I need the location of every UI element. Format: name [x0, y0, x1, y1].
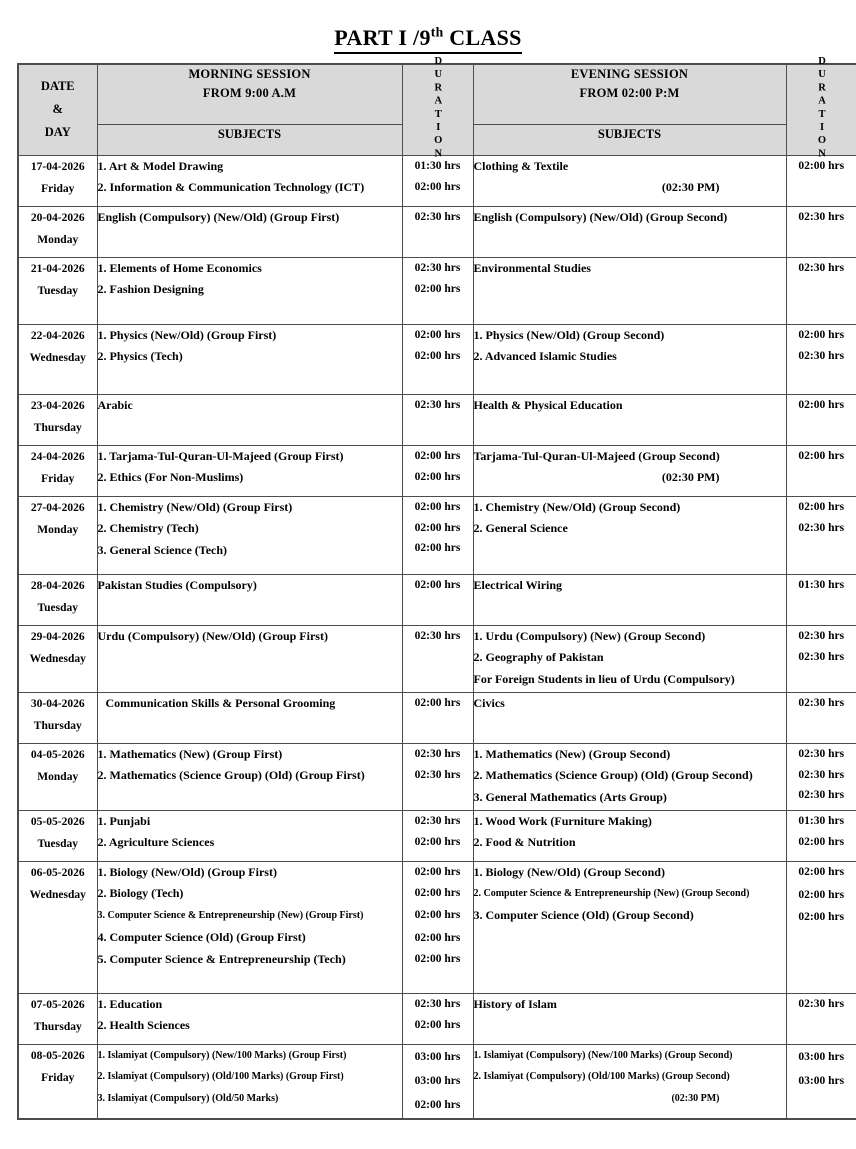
table-row	[18, 1044, 856, 1119]
duration-value: 02:30 hrs	[414, 261, 461, 274]
row-date: 07-05-2026	[30, 998, 85, 1011]
cell-morning-duration	[402, 206, 473, 257]
page-title-container	[0, 0, 856, 63]
cell-morning-duration	[402, 394, 473, 445]
duration-value: 02:00 hrs	[798, 865, 845, 878]
cell-evening-duration	[786, 445, 856, 496]
table-row	[18, 574, 856, 625]
duration-value: 02:00 hrs	[414, 349, 461, 362]
subject-line: Pakistan Studies (Compulsory)	[97, 577, 257, 592]
subject-line: 2. Agriculture Sciences	[97, 835, 215, 850]
duration-value: 01:30 hrs	[798, 578, 845, 591]
header-duration-left	[402, 55, 473, 162]
table-row	[18, 496, 856, 574]
cell-evening-subjects	[473, 155, 786, 206]
duration-value: 02:00 hrs	[414, 835, 461, 848]
duration-value: 02:30 hrs	[414, 747, 461, 760]
cell-date-day	[18, 445, 97, 496]
cell-evening-duration	[786, 206, 856, 257]
cell-evening-subjects	[473, 257, 786, 324]
subject-line: 1. Wood Work (Furniture Making)	[473, 813, 652, 828]
cell-morning-duration	[402, 625, 473, 692]
duration-value: 02:00 hrs	[798, 835, 845, 848]
duration-value: 02:30 hrs	[798, 747, 845, 760]
cell-morning-duration	[402, 1044, 473, 1119]
subject-line: 2. Computer Science & Entrepreneurship (New) (Group Second)	[473, 888, 750, 900]
duration-value: 02:00 hrs	[798, 328, 845, 341]
row-date: 05-05-2026	[30, 815, 85, 828]
cell-morning-duration	[402, 324, 473, 394]
header-evening-session-title: EVENING SESSION	[570, 66, 689, 81]
duration-value: 02:30 hrs	[414, 814, 461, 827]
subject-line: Health & Physical Education	[473, 397, 623, 412]
table-row	[18, 206, 856, 257]
cell-morning-duration	[402, 496, 473, 574]
cell-morning-subjects	[97, 861, 402, 993]
table-row	[18, 324, 856, 394]
subject-line: (02:30 PM)	[671, 1093, 720, 1105]
subject-line: 1. Chemistry (New/Old) (Group Second)	[473, 499, 681, 514]
cell-morning-subjects	[97, 324, 402, 394]
subject-line: 1. Biology (New/Old) (Group Second)	[473, 864, 665, 879]
subject-line: 1. Tarjama-Tul-Quran-Ul-Majeed (Group First)	[97, 448, 344, 463]
table-row	[18, 445, 856, 496]
row-date: 28-04-2026	[30, 579, 85, 592]
duration-value: 03:00 hrs	[798, 1075, 845, 1087]
page-title-superscript: th	[430, 24, 444, 40]
cell-date-day	[18, 861, 97, 993]
cell-morning-subjects	[97, 206, 402, 257]
duration-value: 02:30 hrs	[798, 650, 845, 663]
duration-value: 02:00 hrs	[414, 578, 461, 591]
subject-line: 4. Computer Science (Old) (Group First)	[97, 930, 306, 945]
subject-line: 1. Art & Model Drawing	[97, 158, 224, 173]
subject-line: Communication Skills & Personal Grooming	[105, 695, 336, 710]
duration-value: 02:00 hrs	[798, 449, 845, 462]
duration-value: 02:00 hrs	[798, 500, 845, 513]
cell-evening-duration	[786, 394, 856, 445]
cell-morning-subjects	[97, 1044, 402, 1119]
cell-evening-duration	[786, 496, 856, 574]
subject-line: 1. Education	[97, 996, 163, 1011]
cell-evening-duration	[786, 257, 856, 324]
duration-value: 02:00 hrs	[414, 180, 461, 193]
subject-line: 2. Fashion Designing	[97, 282, 204, 297]
subject-line: 3. Computer Science (Old) (Group Second)	[473, 908, 694, 923]
cell-date-day	[18, 993, 97, 1044]
subject-line: Clothing & Textile	[473, 158, 569, 173]
cell-morning-subjects	[97, 993, 402, 1044]
cell-evening-subjects	[473, 692, 786, 743]
duration-value: 02:30 hrs	[798, 629, 845, 642]
header-evening-subjects: SUBJECTS	[473, 124, 786, 155]
cell-date-day	[18, 743, 97, 810]
table-row	[18, 861, 856, 993]
cell-morning-duration	[402, 445, 473, 496]
subject-line: 3. General Mathematics (Arts Group)	[473, 790, 667, 805]
cell-morning-duration	[402, 692, 473, 743]
header-date-day	[18, 64, 97, 156]
cell-morning-subjects	[97, 257, 402, 324]
cell-evening-duration	[786, 155, 856, 206]
subject-line: English (Compulsory) (New/Old) (Group First)	[97, 209, 340, 224]
table-row	[18, 394, 856, 445]
row-day: Thursday	[33, 422, 82, 435]
duration-value: 02:30 hrs	[798, 696, 845, 709]
duration-value: 02:00 hrs	[414, 470, 461, 483]
row-day: Wednesday	[29, 653, 86, 666]
cell-morning-duration	[402, 257, 473, 324]
row-day: Tuesday	[37, 602, 78, 615]
cell-date-day	[18, 206, 97, 257]
cell-date-day	[18, 394, 97, 445]
header-evening-session-time: FROM 02:00 P:M	[579, 86, 680, 100]
cell-morning-duration	[402, 743, 473, 810]
subject-line: (02:30 PM)	[661, 470, 720, 485]
duration-value	[787, 177, 856, 198]
timetable	[17, 55, 856, 1120]
duration-value: 02:00 hrs	[798, 398, 845, 411]
header-date-line3: DAY	[44, 124, 71, 139]
cell-evening-subjects	[473, 993, 786, 1044]
table-row	[18, 993, 856, 1044]
row-date: 27-04-2026	[30, 501, 85, 514]
row-day: Thursday	[33, 720, 82, 733]
duration-value: 02:00 hrs	[414, 952, 461, 965]
subject-line: 2. Mathematics (Science Group) (Old) (Group First)	[97, 768, 365, 783]
row-date: 08-05-2026	[30, 1049, 85, 1062]
duration-value: 03:00 hrs	[414, 1050, 461, 1063]
subject-line: (02:30 PM)	[661, 180, 720, 195]
cell-morning-subjects	[97, 692, 402, 743]
subject-line: 2. Health Sciences	[97, 1018, 190, 1033]
cell-date-day	[18, 496, 97, 574]
row-date: 04-05-2026	[30, 748, 85, 761]
subject-line: Urdu (Compulsory) (New/Old) (Group First)	[97, 628, 328, 643]
cell-morning-subjects	[97, 496, 402, 574]
header-date-line2: &	[52, 101, 63, 116]
cell-date-day	[18, 155, 97, 206]
header-date-line1: DATE	[40, 78, 75, 93]
subject-line: 1. Biology (New/Old) (Group First)	[97, 864, 277, 879]
duration-value: 02:00 hrs	[414, 1099, 461, 1112]
cell-evening-duration	[786, 810, 856, 861]
cell-evening-duration	[786, 993, 856, 1044]
row-date: 17-04-2026	[30, 160, 85, 173]
duration-value: 02:00 hrs	[798, 159, 845, 172]
subject-line: 1. Physics (New/Old) (Group First)	[97, 327, 277, 342]
row-date: 06-05-2026	[30, 866, 85, 879]
subject-line: 3. Islamiyat (Compulsory) (Old/50 Marks)	[97, 1093, 279, 1105]
cell-date-day	[18, 625, 97, 692]
cell-evening-duration	[786, 324, 856, 394]
duration-value: 02:00 hrs	[414, 328, 461, 341]
duration-value: 01:30 hrs	[414, 159, 461, 172]
duration-value: 02:30 hrs	[414, 629, 461, 642]
cell-morning-subjects	[97, 810, 402, 861]
cell-evening-subjects	[473, 574, 786, 625]
duration-value: 02:30 hrs	[414, 768, 461, 781]
subject-line: English (Compulsory) (New/Old) (Group Second)	[473, 209, 728, 224]
duration-value: 02:30 hrs	[798, 789, 845, 802]
row-date: 20-04-2026	[30, 211, 85, 224]
subject-line: 2. Physics (Tech)	[97, 349, 183, 364]
duration-value: 02:00 hrs	[414, 282, 461, 295]
duration-value: 02:30 hrs	[798, 768, 845, 781]
row-date: 22-04-2026	[30, 329, 85, 342]
header-duration-right-wrap	[787, 55, 856, 162]
row-day: Wednesday	[29, 889, 86, 902]
table-row	[18, 743, 856, 810]
subject-line: 1. Mathematics (New) (Group Second)	[473, 746, 671, 761]
duration-value: 02:30 hrs	[414, 210, 461, 223]
subject-line: 2. Food & Nutrition	[473, 835, 576, 850]
duration-value: 02:00 hrs	[414, 500, 461, 513]
cell-morning-duration	[402, 155, 473, 206]
row-day: Monday	[37, 771, 79, 784]
header-duration-right-label: DURATION	[816, 55, 828, 162]
table-header	[18, 55, 856, 162]
duration-value	[787, 467, 856, 488]
subject-line: 2. Geography of Pakistan	[473, 650, 604, 665]
row-day: Thursday	[33, 1021, 82, 1034]
duration-value: 02:30 hrs	[414, 997, 461, 1010]
cell-date-day	[18, 574, 97, 625]
header-duration-left-wrap	[403, 55, 473, 162]
subject-line: History of Islam	[473, 996, 557, 1011]
cell-morning-subjects	[97, 743, 402, 810]
subject-line: Civics	[473, 695, 505, 710]
duration-value: 02:00 hrs	[414, 886, 461, 899]
cell-evening-duration	[786, 861, 856, 993]
duration-value: 02:00 hrs	[414, 449, 461, 462]
row-day: Friday	[41, 473, 75, 486]
subject-line: 2. Biology (Tech)	[97, 886, 184, 901]
page-title-tail: CLASS	[443, 25, 522, 50]
row-day: Tuesday	[37, 838, 78, 851]
subject-line: Arabic	[97, 397, 133, 412]
row-day: Monday	[37, 234, 79, 247]
table-row	[18, 625, 856, 692]
duration-value: 02:00 hrs	[414, 542, 461, 555]
cell-date-day	[18, 324, 97, 394]
duration-value: 02:30 hrs	[798, 997, 845, 1010]
header-morning-session	[97, 64, 402, 125]
subject-line: 2. Advanced Islamic Studies	[473, 349, 617, 364]
cell-morning-duration	[402, 810, 473, 861]
cell-evening-subjects	[473, 810, 786, 861]
cell-evening-subjects	[473, 861, 786, 993]
cell-morning-subjects	[97, 394, 402, 445]
cell-date-day	[18, 810, 97, 861]
cell-evening-subjects	[473, 625, 786, 692]
cell-morning-duration	[402, 861, 473, 993]
subject-line: 2. Chemistry (Tech)	[97, 521, 199, 536]
cell-evening-duration	[786, 692, 856, 743]
duration-value: 02:00 hrs	[414, 931, 461, 944]
subject-line: 2. Ethics (For Non-Muslims)	[97, 470, 244, 485]
row-day: Friday	[41, 183, 75, 196]
subject-line: 1. Punjabi	[97, 813, 151, 828]
duration-value: 02:30 hrs	[798, 521, 845, 534]
duration-value: 02:00 hrs	[414, 909, 461, 922]
subject-line: 5. Computer Science & Entrepreneurship (Tech)	[97, 951, 346, 966]
header-morning-subjects: SUBJECTS	[97, 124, 402, 155]
row-day: Wednesday	[29, 352, 86, 365]
subject-line: 3. Computer Science & Entrepreneurship (New) (Group First)	[97, 910, 364, 922]
row-date: 29-04-2026	[30, 630, 85, 643]
cell-evening-subjects	[473, 496, 786, 574]
cell-evening-subjects	[473, 324, 786, 394]
duration-value: 02:30 hrs	[414, 398, 461, 411]
subject-line: 1. Elements of Home Economics	[97, 260, 262, 275]
duration-value: 02:00 hrs	[414, 865, 461, 878]
cell-date-day	[18, 692, 97, 743]
subject-line: 2. Islamiyat (Compulsory) (Old/100 Marks) (Group First)	[97, 1071, 344, 1083]
subject-line: 2. Mathematics (Science Group) (Old) (Group Second)	[473, 768, 753, 783]
cell-evening-subjects	[473, 206, 786, 257]
duration-value: 02:00 hrs	[798, 910, 845, 923]
cell-evening-duration	[786, 743, 856, 810]
subject-line: For Foreign Students in lieu of Urdu (Compulsory)	[473, 672, 735, 687]
duration-value: 02:30 hrs	[798, 210, 845, 223]
page-title-main: PART I /9	[334, 25, 431, 50]
page-title	[334, 26, 521, 54]
row-date: 30-04-2026	[30, 697, 85, 710]
duration-value	[787, 1093, 856, 1117]
row-date: 23-04-2026	[30, 399, 85, 412]
duration-value: 02:00 hrs	[798, 888, 845, 901]
duration-value: 02:30 hrs	[798, 349, 845, 362]
duration-value: 03:00 hrs	[798, 1050, 845, 1063]
duration-value: 02:00 hrs	[414, 521, 461, 534]
table-row	[18, 155, 856, 206]
cell-evening-subjects	[473, 743, 786, 810]
cell-date-day	[18, 1044, 97, 1119]
row-date: 21-04-2026	[30, 262, 85, 275]
duration-value: 02:30 hrs	[798, 261, 845, 274]
cell-date-day	[18, 257, 97, 324]
cell-morning-subjects	[97, 155, 402, 206]
subject-line: 1. Mathematics (New) (Group First)	[97, 746, 283, 761]
cell-morning-subjects	[97, 445, 402, 496]
table-body	[18, 155, 856, 1119]
header-row-session	[18, 64, 856, 125]
subject-line: 1. Chemistry (New/Old) (Group First)	[97, 499, 293, 514]
subject-line: 2. Islamiyat (Compulsory) (Old/100 Marks) (Group Second)	[473, 1071, 730, 1083]
cell-evening-duration	[786, 1044, 856, 1119]
subject-line: 1. Islamiyat (Compulsory) (New/100 Marks) (Group Second)	[473, 1049, 733, 1061]
cell-evening-duration	[786, 625, 856, 692]
subject-line: 2. General Science	[473, 521, 568, 536]
subject-line: 3. General Science (Tech)	[97, 543, 228, 558]
duration-value: 02:00 hrs	[414, 696, 461, 709]
duration-value: 01:30 hrs	[798, 814, 845, 827]
cell-evening-subjects	[473, 445, 786, 496]
header-duration-left-label: DURATION	[432, 55, 444, 162]
cell-evening-subjects	[473, 394, 786, 445]
subject-line: Environmental Studies	[473, 260, 591, 275]
header-morning-session-title: MORNING SESSION	[188, 66, 311, 81]
subject-line: Electrical Wiring	[473, 577, 563, 592]
table-row	[18, 810, 856, 861]
cell-morning-duration	[402, 574, 473, 625]
row-day: Tuesday	[37, 285, 78, 298]
subject-line: 1. Islamiyat (Compulsory) (New/100 Marks) (Group First)	[97, 1049, 347, 1061]
header-evening-session	[473, 64, 786, 125]
cell-morning-duration	[402, 993, 473, 1044]
duration-value	[787, 667, 856, 688]
subject-line: Tarjama-Tul-Quran-Ul-Majeed (Group Second)	[473, 448, 720, 463]
row-date: 24-04-2026	[30, 450, 85, 463]
table-row	[18, 257, 856, 324]
cell-morning-subjects	[97, 625, 402, 692]
cell-evening-subjects	[473, 1044, 786, 1119]
row-day: Friday	[41, 1072, 75, 1085]
duration-value: 03:00 hrs	[414, 1075, 461, 1087]
header-morning-session-time: FROM 9:00 A.M	[202, 86, 297, 100]
subject-line: 2. Information & Communication Technology (ICT)	[97, 180, 365, 195]
table-row	[18, 692, 856, 743]
row-day: Monday	[37, 524, 79, 537]
cell-morning-subjects	[97, 574, 402, 625]
subject-line: 1. Urdu (Compulsory) (New) (Group Second)	[473, 628, 706, 643]
cell-evening-duration	[786, 574, 856, 625]
subject-line: 1. Physics (New/Old) (Group Second)	[473, 327, 665, 342]
header-duration-right	[786, 55, 856, 162]
duration-value: 02:00 hrs	[414, 1018, 461, 1031]
